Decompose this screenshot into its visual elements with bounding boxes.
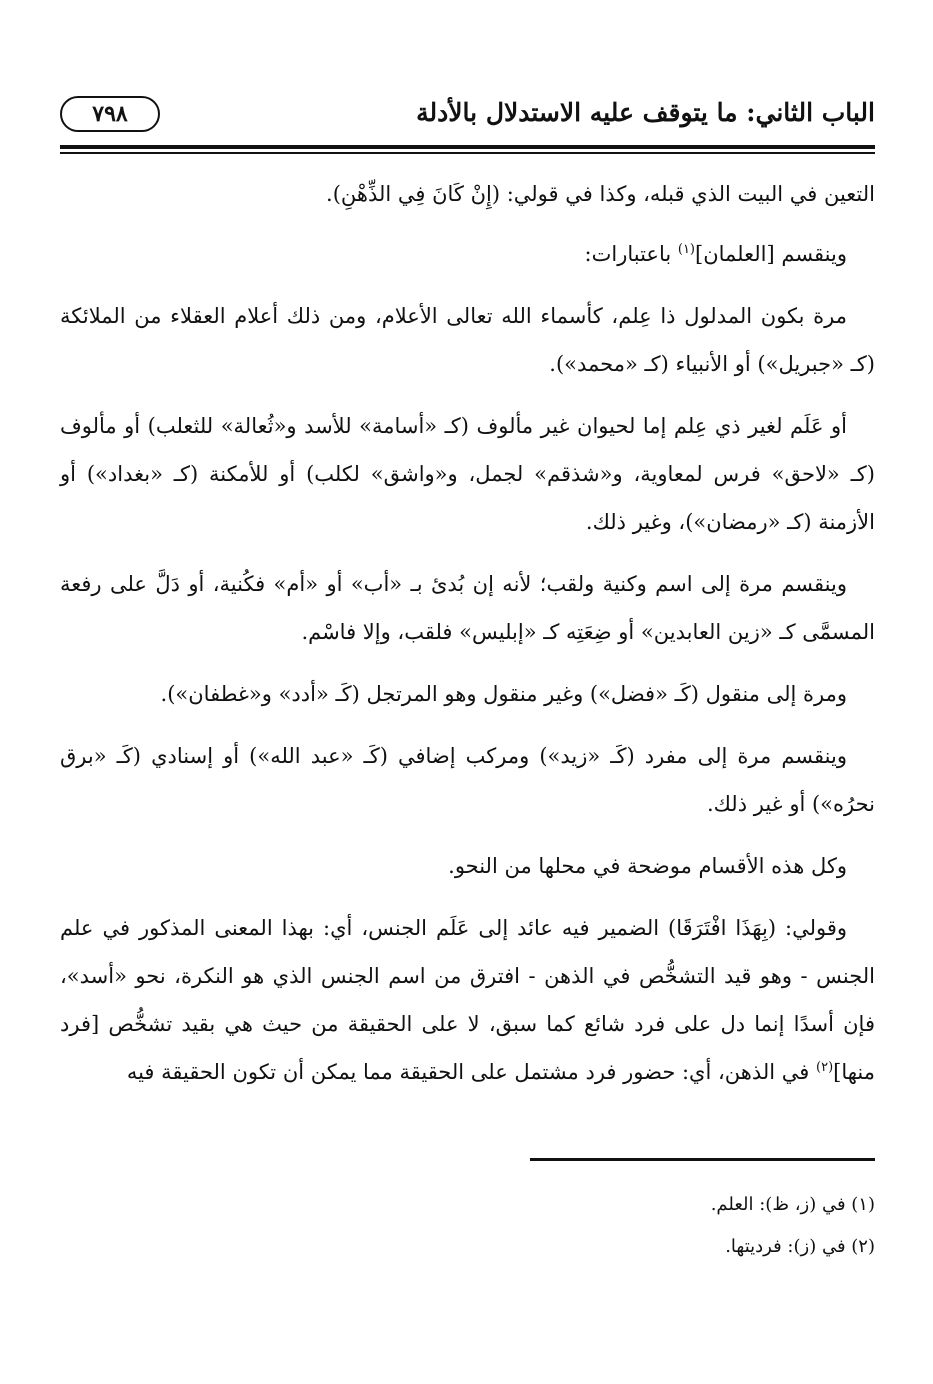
paragraph-text: باعتبارات: [584, 242, 678, 266]
header-rule-thick [60, 145, 875, 149]
header-rule-thin [60, 152, 875, 154]
paragraph: أو عَلَم لغير ذي عِلم إما لحيوان غير مألوف (كـ «أسامة» للأسد و«ثُعالة» للثعلب) أو مألوف (كـ «لاحق» فرس لمعاوية، و«شذقم» لجمل، و«واشق» لكلب) أو للأمكنة (كـ «بغداد») أو الأزمنة (كـ «رمضان»)، وغير ذلك. [60, 414, 875, 534]
paragraph [60, 230, 875, 278]
footnotes [60, 1188, 875, 1272]
paragraph: وكل هذه الأقسام موضحة في محلها من النحو. [448, 854, 847, 878]
paragraph-text: وينقسم [العلمان] [695, 242, 847, 266]
paragraph: مرة بكون المدلول ذا عِلم، كأسماء الله تعالى الأعلام، ومن ذلك أعلام العقلاء من الملائكة (كـ «جبريل») أو الأنبياء (كـ «محمد»). [60, 304, 875, 376]
footnote-ref: (٢) [816, 1060, 834, 1075]
paragraph: ومرة إلى منقول (كَـ «فضل») وغير منقول وهو المرتجل (كَـ «أدد» و«غطفان»). [160, 682, 847, 706]
paragraph-text: وقولي: (بِهَذَا افْتَرَقَا) الضمير فيه عائد إلى عَلَم الجنس، أي: بهذا المعنى المذكور في علم الجنس - وهو قيد التشخُّص في الذهن - افترق من اسم الجنس الذي هو النكرة، نحو «أسد»، فإن أسدًا إنما دل على فرد شائع كما سبق، لا على الحقيقة من حيث هي بقيد تشخُّص [فرد منها] [60, 916, 875, 1084]
main-text [60, 170, 875, 1110]
page-number-badge: ٧٩٨ [60, 96, 160, 132]
footnote-ref: (١) [677, 242, 695, 257]
footnote: (٢) في (ز): فرديتها. [725, 1236, 875, 1257]
paragraph: وينقسم مرة إلى مفرد (كَـ «زيد») ومركب إضافي (كَـ «عبد الله») أو إسنادي (كَـ «برق نحرُه») أو غير ذلك. [60, 744, 875, 816]
paragraph [60, 904, 875, 1096]
paragraph-text: في الذهن، أي: حضور فرد مشتمل على الحقيقة مما يمكن أن تكون الحقيقة فيه [126, 1060, 816, 1084]
running-header [60, 92, 875, 142]
chapter-title: الباب الثاني: ما يتوقف عليه الاستدلال بالأدلة [416, 98, 875, 127]
paragraph: التعين في البيت الذي قبله، وكذا في قولي: (إِنْ كَانَ فِي الذِّهْنِ). [326, 182, 875, 206]
footnote: (١) في (ز، ظ): العلم. [710, 1194, 875, 1215]
paragraph: وينقسم مرة إلى اسم وكنية ولقب؛ لأنه إن بُدئ بـ «أب» أو «أم» فكُنية، أو دَلَّ على رفعة المسمَّى كـ «زين العابدين» أو ضِعَتِه كـ «إبليس» فلقب، وإلا فاسْم. [60, 572, 875, 644]
footnote-separator [530, 1158, 875, 1161]
